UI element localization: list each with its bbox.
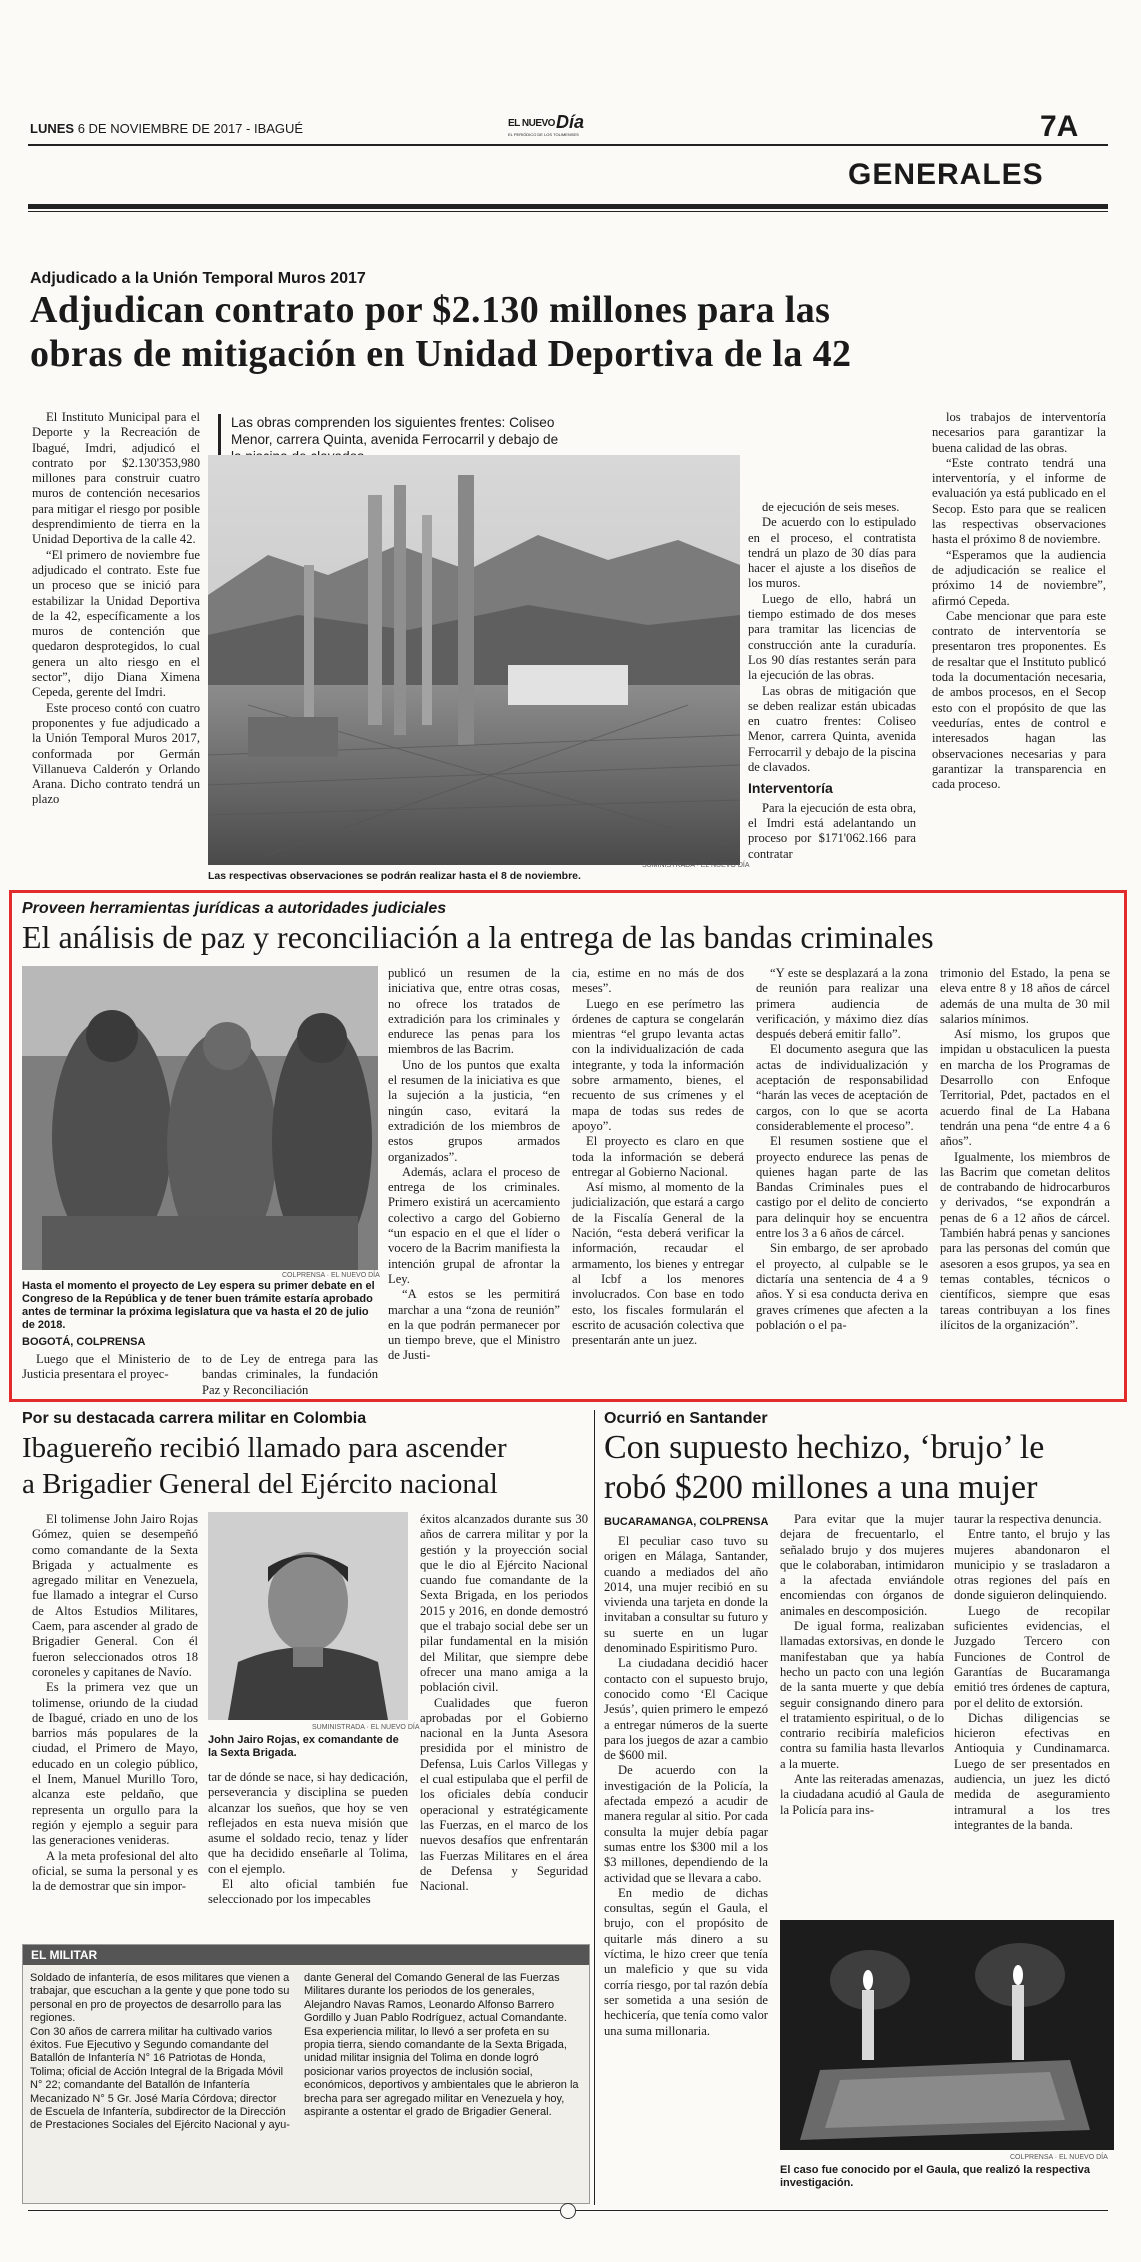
paragraph: Así mismo, al momento de la judicialización, que estará a cargo de la Fiscalía General de la Nación, “esta deberá verificar la información, recaudar el armamento, los bienes y entregar al Icbf a los menores involucrados. Con base en todo esto, los fiscales formularán el escrito de acusación colectiva que presentarán ante un juez.: [572, 1180, 744, 1348]
candles-image: [780, 1920, 1114, 2150]
article4-kicker: Ocurrió en Santander: [604, 1410, 768, 1427]
article1-column-3: [932, 410, 1106, 792]
article4-column-3: [954, 1512, 1110, 1833]
masthead-date: [30, 121, 303, 136]
paragraph: Luego en ese perímetro las órdenes de captura se congelarán mientras “el grupo levanta actas con la individualización de cada integrante, y toda la información sobre armamento, bienes, el recuento de sus crímenes y el mapa de todas sus redes de apoyo”.: [572, 996, 744, 1133]
paragraph: Es la primera vez que un tolimense, oriundo de la ciudad de Ibagué, criado en uno de los barrios más populares de la ciudad, el Primero de Mayo, educado en un colegio público, el Inem, Manuel Murillo Toro, alcanza este peldaño, que representa un orgullo para la región y ejemplo a seguir para las generaciones venideras.: [32, 1680, 198, 1848]
paragraph: Para evitar que la mujer dejara de frecuentarlo, el señalado brujo y dos mujeres que le colaboraban, intimidaron a la afectada enviándole encomiendas con órganos de animales en descomposición.: [780, 1512, 944, 1618]
paragraph: Las obras de mitigación que se deben realizar están ubicadas en cuatro frentes: Coliseo Menor, carrera Quinta, avenida Ferrocarril y debajo de la piscina de clavados.: [748, 683, 916, 775]
article3-photo-credit: SUMINISTRADA · EL NUEVO DÍA: [312, 1724, 420, 1731]
paragraph: de ejecución de seis meses.: [762, 500, 900, 514]
paragraph: De igual forma, realizaban llamadas extorsivas, en donde le manifestaban que ya había hecho un pacto con una legión de la santa muerte y que debía seguir consignando dinero para el tratamiento espiritual, o de lo contrario recibiría maleficios contra su familia hasta llevarlos a la muerte.: [780, 1619, 944, 1771]
article1-headline: [30, 288, 1110, 376]
paragraph: dante General del Comando General de las Fuerzas Militares durante los periodos de los generales, Alejandro Navas Ramos, Leonardo Alfonso Barrero Gordillo y Juan Pablo Rodríguez, actual Comandante. Esa experiencia militar, lo llevó a ser profeta en su propia tierra, siendo comandante de la Sexta Brigada, unidad militar insignia del Tolima en donde logró posicionar varios proyectos de inclusión social, económicos, deportivos y ambientales que le abrieron la brecha para ser agregado militar en Venezuela y hoy, aspirante a ostentar el grado de Brigadier General.: [304, 1972, 579, 2119]
paragraph: “Y este se desplazará a la zona de reunión para realizar una primera audiencia de verificación, y máximo diez días después deberá emitir fallo”.: [756, 966, 928, 1042]
article1-subhead: Interventoría: [748, 780, 833, 797]
paragraph: El peculiar caso tuvo su origen en Málaga, Santander, cuando a mediados del año 2014, una mujer recibió en su vivienda una tarjeta en donde la invitaban a consultar su futuro y su suerte en un lugar denominado Espiritismo Puro.: [604, 1534, 768, 1656]
paragraph: Además, aclara el proceso de entrega de los criminales. Primero existirá un acercamiento colectivo a cargo del Gobierno “un espacio en el que el líder o vocero de la Bacrim manifiesta la intención grupal de afrontar la Ley.: [388, 1164, 560, 1286]
paragraph: El alto oficial también fue seleccionado por los impecables: [208, 1877, 408, 1907]
article3-photo-caption: John Jairo Rojas, ex comandante de la Sexta Brigada.: [208, 1734, 399, 1759]
paragraph: Luego que el Ministerio de Justicia presentara el proyec-: [22, 1352, 190, 1382]
article1-headline-line2: obras de mitigación en Unidad Deportiva de la 42: [30, 333, 852, 375]
article3-column-2: [208, 1770, 408, 1908]
paragraph: Cualidades que fueron aprobadas por el Gobierno nacional en la Junta Asesora presidida por el ministro de Defensa, Luis Carlos Villegas y el cual estipulaba que el perfil de los oficiales debía conducir operacional y estratégicamente las Fuerzas, en el marco de los nuevos desafíos que enfrentarán las Fuerzas Militares en el área de Defensa y Seguridad Nacional.: [420, 1695, 588, 1894]
paragraph: to de Ley de entrega para las bandas criminales, la fundación Paz y Reconciliación: [202, 1352, 378, 1397]
column-divider: [594, 1410, 595, 2205]
article1-photo-footer: Las respectivas observaciones se podrán realizar hasta el 8 de noviembre.: [208, 870, 581, 882]
paragraph: El proyecto es claro en que toda la información se deberá entregar al Gobierno Nacional.: [572, 1134, 744, 1179]
soldiers-image: [22, 966, 378, 1270]
el-militar-column-2: [304, 1972, 582, 2119]
article4-headline-line2: robó $200 millones a una mujer: [604, 1469, 1038, 1506]
article4-column-1: [604, 1534, 768, 2039]
paragraph: taurar la respectiva denuncia.: [954, 1512, 1102, 1526]
paragraph: El documento asegura que las actas de individualización y aceptación de responsabilidad “harán las veces de aceptación de cargos, con lo que se acorta considerablemente el proceso”.: [756, 1042, 928, 1133]
el-militar-box-title: EL MILITAR: [23, 1945, 589, 1965]
paragraph: Dichas diligencias se hicieron efectivas en Antioquia y Cundinamarca. Luego de ser presentados en audiencia, un juez les dictó medida de aseguramiento intramural a los tres integrantes de la banda.: [954, 1710, 1110, 1832]
paragraph: trimonio del Estado, la pena se eleva entre 8 y 18 años de cárcel además de una multa de 30 mil salarios mínimos.: [940, 966, 1110, 1026]
paragraph: De acuerdo con la investigación de la Policía, la afectada empezó a acudir de manera regular al sitio. Por cada consulta la mujer debía pagar sumas entre los $300 mil a los $3 millones, dependiendo de la actividad que se llevara a cabo.: [604, 1763, 768, 1885]
section-title: GENERALES: [848, 158, 1044, 191]
paragraph: “A estos se les permitirá marchar a una “zona de reunión” en la que podrán permanecer por un tiempo breve, que el Ministro de Justi-: [388, 1287, 560, 1363]
paragraph: éxitos alcanzados durante sus 30 años de carrera militar y por la gestión y la proyección social que le dio al Ejército Nacional cuando fue comandante de la Sexta Brigada, en los periodos 2015 y 2016, en donde demostró que el trabajo social debe ser un pilar fundamental en la misión del Militar, que siempre debe ofrecer una mano amiga a la población civil.: [420, 1512, 588, 1695]
masthead-date-city: 6 DE NOVIEMBRE DE 2017 - IBAGUÉ: [77, 121, 304, 136]
section-rule-thin: [28, 211, 1108, 212]
paragraph: “Esperamos que la audiencia de adjudicación se realice el próximo 14 de noviembre”, afirmó Cepeda.: [932, 547, 1106, 608]
article4-column-2: [780, 1512, 944, 1818]
paragraph: publicó un resumen de la iniciativa que, entre otras cosas, no ofrece los tratados de extradición para los criminales y endurece las penas para los miembros de las Bacrim.: [388, 966, 560, 1057]
paragraph: Ante las reiteradas amenazas, la ciudadana acudió al Gaula de la Policía para ins-: [780, 1772, 944, 1817]
paragraph: El tolimense John Jairo Rojas Gómez, quien se desempeñó como comandante de la Sexta Brigada y actualmente es agregado militar en Venezuela, fue llamado a integrar el Curso de Altos Estudios Militares, Caem, para ascender al grado de Brigadier General. Con él fueron seleccionados otros 18 coroneles y capitanes de Navío.: [32, 1512, 198, 1679]
article4-photo-caption: El caso fue conocido por el Gaula, que realizó la respectiva investigación.: [780, 2164, 1090, 2189]
article2-column-3: [572, 966, 744, 1348]
article4-photo-credit: COLPRENSA · EL NUEVO DÍA: [1010, 2154, 1108, 2161]
article2-photo-caption: Hasta el momento el proyecto de Ley espera su primer debate en el Congreso de la República y de tener buen trámite estaría aprobado antes de terminar la próxima legislatura que va hasta el 20 de julio de 2018.: [22, 1280, 375, 1331]
paragraph: Este proceso contó con cuatro proponentes y fue adjudicado a la Unión Temporal Muros 2017, conformada por Germán Villanueva Calderón y Orlando Arana. Dicho contrato tendrá un plazo: [32, 700, 200, 807]
logo-main: Día: [556, 112, 585, 132]
article2-column-1b: [202, 1352, 378, 1398]
masthead-logo: [508, 112, 600, 140]
article1-column-2: [748, 500, 916, 862]
article4-headline: [604, 1428, 1114, 1508]
paragraph: Uno de los puntos que exalta el resumen de la iniciativa es que la sujeción a la justicia, “en ningún caso, evitará la extradición de los miembros de estos grupos armados organizados”.: [388, 1057, 560, 1164]
article1-photo: [208, 455, 740, 865]
article2-kicker: Proveen herramientas jurídicas a autoridades judiciales: [22, 900, 447, 917]
officer-portrait-image: [208, 1512, 408, 1720]
article2-headline: El análisis de paz y reconciliación a la entrega de las bandas criminales: [22, 919, 934, 955]
paragraph: Soldado de infantería, de esos militares que vienen a trabajar, que escuchan a la gente y que pone todo su personal en pro de proyectos de desarrollo para las regiones.: [30, 1972, 290, 2025]
logo-tagline: EL PERIÓDICO DE LOS TOLIMENSES: [508, 132, 579, 137]
article4-photo: [780, 1920, 1114, 2150]
paragraph: “El primero de noviembre fue adjudicado el contrato. Este fue un proceso que se inició para estabilizar la Unidad Deportiva de la 42, específicamente a los muros de contención que quedaron desprotegidos, lo cual genera un alto riesgo en el sector”, dijo Diana Ximena Cepeda, gerente del Imdri.: [32, 547, 200, 700]
article1-photo-caption: Las obras comprenden los siguientes frentes: Coliseo Menor, carrera Quinta, avenida Ferrocarril y debajo de: [218, 414, 561, 465]
paragraph: A la meta profesional del alto oficial, se suma la personal y es la de demostrar que sin impor-: [32, 1848, 198, 1894]
article2-photo: [22, 966, 378, 1270]
paragraph: Para la ejecución de esta obra, el Imdri está adelantando un proceso por $171'062.166 para contratar: [748, 800, 916, 861]
article3-kicker: Por su destacada carrera militar en Colombia: [22, 1410, 367, 1427]
paragraph: los trabajos de interventoría necesarios para garantizar la buena calidad de las obras.: [932, 410, 1106, 455]
paragraph: Sin embargo, de ser aprobado el proyecto, al culpable se le dictaría una sentencia de 4 a 9 años. Y si esa conducta deriva en graves crímenes que afecten a la población o el pa-: [756, 1241, 928, 1332]
article4-dateline: BUCARAMANGA, COLPRENSA: [604, 1516, 769, 1528]
paragraph: Cabe mencionar que para este contrato de interventoría se presentaron tres proponentes. Es de resaltar que el Instituto publicó toda la documentación necesaria, de ambos procesos, en el Secop esto con el propósito de que las veedurías, entes de control e interesados hagan las observaciones necesarias y para garantizar la transparencia en cada proceso.: [932, 608, 1106, 792]
article3-headline: [22, 1430, 582, 1502]
logo-pre: EL NUEVO: [508, 118, 555, 129]
section-rule: [28, 204, 1108, 209]
article2-column-5: [940, 966, 1110, 1333]
paragraph: Con 30 años de carrera militar ha cultivado varios éxitos. Fue Ejecutivo y Segundo comandante del Batallón de Infantería N° 16 Patriotas de Honda, Tolima; oficial de Acción Integral de la Brigada Móvil N° 22; comandante del Batallón de Infantería Mecanizado N° 5 Gr. José María Córdova; director de Escuela de Infantería, subdirector de la Dirección de Prestaciones Sociales del Ejército Nacional y ayu-: [30, 2025, 290, 2132]
page-number: 7A: [1040, 110, 1079, 143]
el-militar-column-1: [30, 1972, 290, 2133]
paragraph: “Este contrato tendrá una interventoría, y el informe de evaluación ya está publicado en el Secop. Esto para que se realicen las respectivas observaciones hasta el próximo 8 de noviembre.: [932, 455, 1106, 547]
article3-headline-line1: Ibaguereño recibió llamado para ascender: [22, 1432, 507, 1464]
paragraph: Entre tanto, el brujo y las mujeres abandonaron el municipio y se trasladaron a otras regiones del país en donde siguieron delinquiendo.: [954, 1527, 1110, 1603]
article4-headline-line1: Con supuesto hechizo, ‘brujo’ le: [604, 1429, 1045, 1466]
article2-column-1a: [22, 1352, 190, 1383]
article2-dateline: BOGOTÁ, COLPRENSA: [22, 1336, 146, 1348]
article2-photo-credit: COLPRENSA · EL NUEVO DÍA: [282, 1272, 380, 1279]
masthead-rule: [28, 144, 1108, 146]
article1-column-1: [32, 410, 200, 808]
paragraph: El Instituto Municipal para el Deporte y la Recreación de Ibagué, Imdri, adjudicó el contrato por $2.130'353,980 millones para construir cuatro muros de contención necesarios para mitigar el riesgo por posible desprendimiento de tierra en la Unidad Deportiva de la calle 42.: [32, 410, 200, 547]
article1-headline-line1: Adjudican contrato por $2.130 millones para las: [30, 289, 831, 331]
article1-photo-credit: SUMINISTRADA · EL NUEVO DÍA: [642, 862, 750, 869]
paragraph: Igualmente, los miembros de las Bacrim que cometan delitos de contrabando de hidrocarburos y derivados, “se expondrán a penas de 6 a 12 años de cárcel. También habrá penas y sanciones para las personas del común que asesoren a esos grupos, ya sea en temas contables, técnicos o científicos, siempre que esas tareas contribuyan a los fines ilícitos de la organización”.: [940, 1149, 1110, 1332]
article2-column-2: [388, 966, 560, 1364]
paragraph: tar de dónde se nace, si hay dedicación, perseverancia y disciplina se pueden alcanzar los sueños, que hoy se ven reflejados en esta nueva misión que asume el soldado recio, tenaz y líder que ha decidido enseñarle al Tolima, con el ejemplo.: [208, 1770, 408, 1876]
article3-column-3: [420, 1512, 588, 1894]
article3-column-1: [32, 1512, 198, 1894]
masthead-day: LUNES: [30, 121, 75, 136]
paragraph: La ciudadana decidió hacer contacto con el supuesto brujo, conocido como ‘El Cacique Jesús’, quien primero le empezó a entregar números de la suerte para los juegos de azar a cambio de $600 mil.: [604, 1656, 768, 1763]
paragraph: El resumen sostiene que el proyecto endurece las penas de quienes hagan parte de las Bandas Criminales pues el castigo por el delito de concierto para delinquir hoy se encuentra entre los 3 a 6 años de cárcel.: [756, 1134, 928, 1241]
construction-site-image: [208, 455, 740, 865]
paragraph: De acuerdo con lo estipulado en el proceso, el contratista tendrá un plazo de 30 días para hacer el ajuste a los diseños de los muros.: [748, 515, 916, 591]
article3-headline-line2: a Brigadier General del Ejército nacional: [22, 1468, 498, 1500]
paragraph: Luego de ello, habrá un tiempo estimado de dos meses para tramitar las licencias de construcción ante la curaduría. Los 90 días restantes serán para la ejecución de las obras.: [748, 591, 916, 683]
paragraph: cia, estime en no más de dos meses”.: [572, 966, 744, 996]
paragraph: Así mismo, los grupos que impidan u obstaculicen la puesta en marcha de los Programas de Desarrollo con Enfoque Territorial, Pdet, pactados en el acuerdo final de La Habana tendrán una pena “de entre 4 a 6 años”.: [940, 1027, 1110, 1149]
article1-kicker: Adjudicado a la Unión Temporal Muros 2017: [30, 270, 366, 287]
article3-photo: [208, 1512, 408, 1720]
article2-column-4: [756, 966, 928, 1333]
paragraph: En medio de dichas consultas, según el Gaula, el brujo, con el propósito de quitarle más dinero a su víctima, le hizo creer que tenía un maleficio y que su vida corría riesgo, por tal razón debía ser sometida a una sesión de hechicería, que tenía como valor una suma millonaria.: [604, 1885, 768, 2038]
registration-mark-icon: [560, 2203, 576, 2219]
paragraph: Luego de recopilar suficientes evidencias, el Juzgado Tercero con Funciones de Control de Garantías de Bucaramanga emitió tres órdenes de captura, por el delito de extorsión.: [954, 1603, 1110, 1710]
